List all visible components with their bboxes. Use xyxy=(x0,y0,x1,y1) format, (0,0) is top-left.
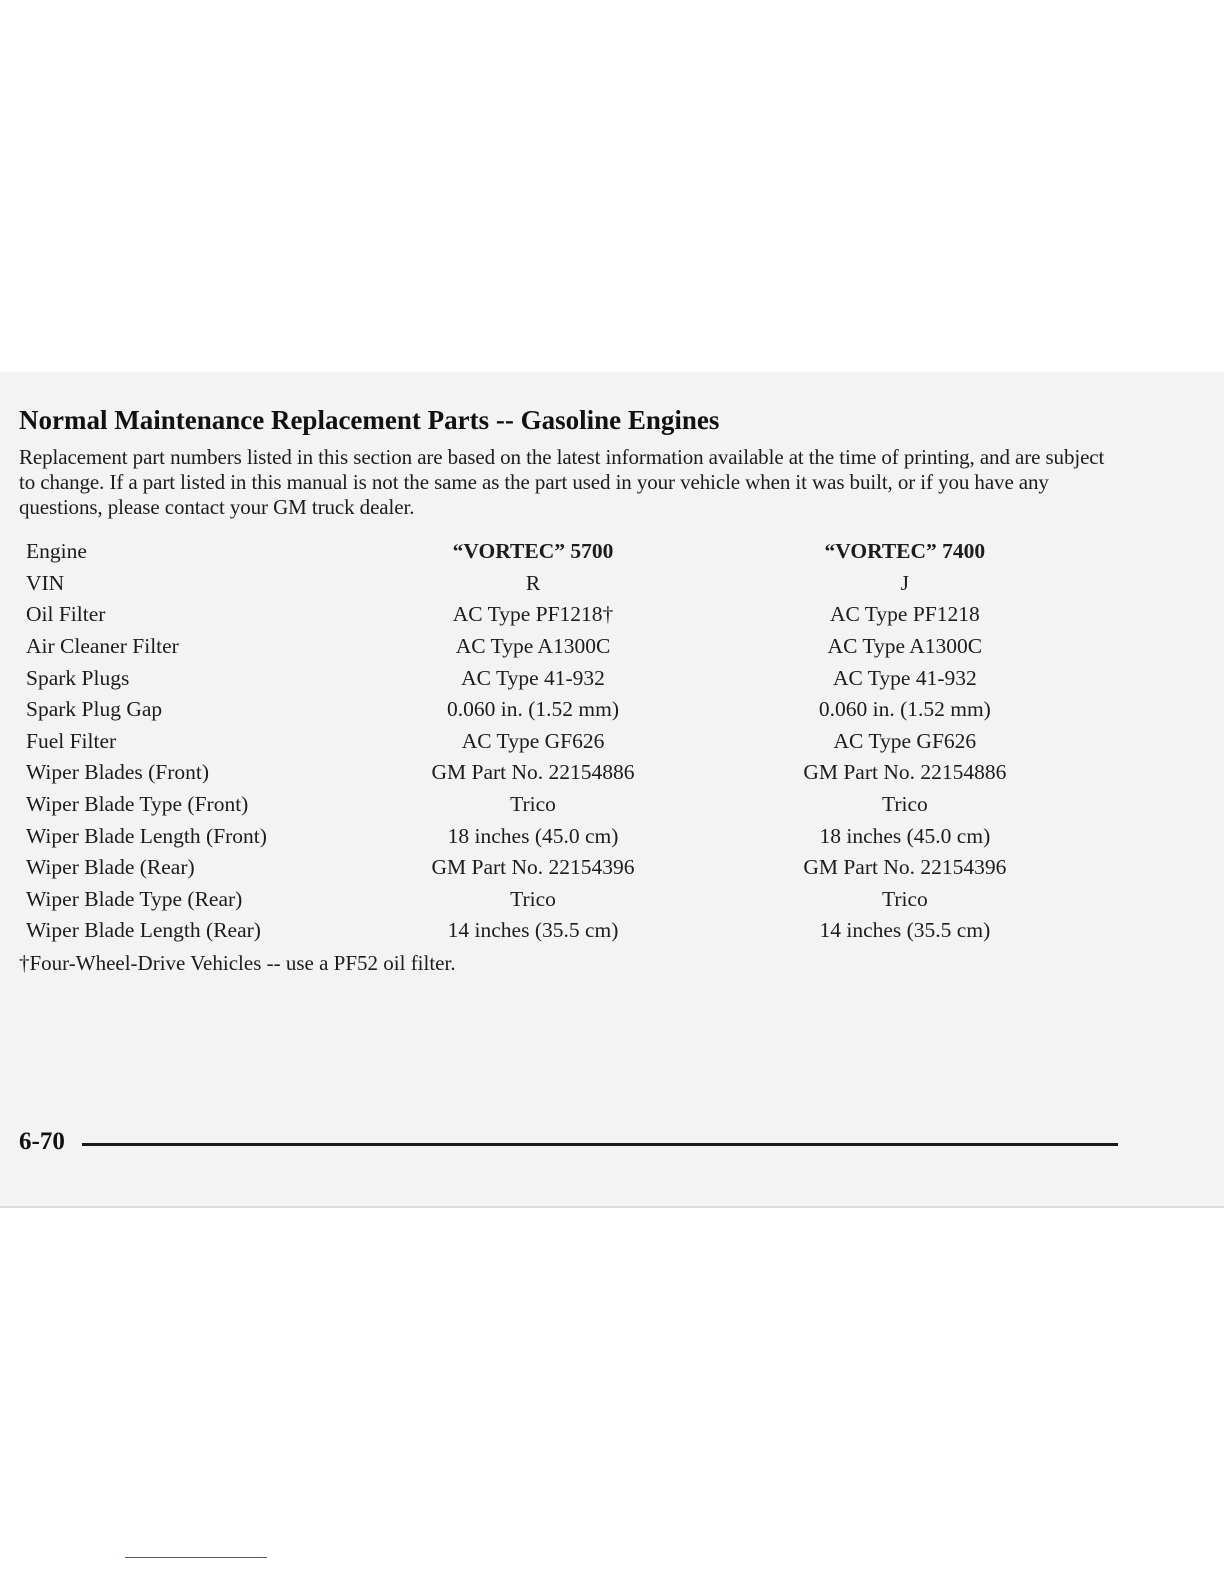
row-label: Wiper Blades (Front) xyxy=(26,760,210,785)
table-row xyxy=(26,789,1086,821)
table-row xyxy=(26,820,1086,852)
row-label: Wiper Blade Type (Front) xyxy=(26,792,249,817)
vortec-5700-value: Trico xyxy=(510,792,556,817)
vortec-7400-value: Trico xyxy=(881,886,928,911)
table-row xyxy=(26,852,1086,884)
vortec-5700-value: Trico xyxy=(510,886,556,911)
vortec-5700-value: AC Type A1300C xyxy=(455,634,611,659)
table-row xyxy=(26,662,1086,694)
row-label: Wiper Blade (Rear) xyxy=(26,855,195,880)
row-label: Spark Plug Gap xyxy=(26,697,163,722)
vortec-7400-value: GM Part No. 22154396 xyxy=(803,855,1007,880)
footer-rule xyxy=(82,1143,1118,1146)
table-row xyxy=(26,726,1086,758)
vortec-5700-value: 18 inches (45.0 cm) xyxy=(447,823,619,848)
vortec-7400-value: J xyxy=(900,570,910,595)
table-row xyxy=(26,631,1086,663)
vortec-7400-value: AC Type GF626 xyxy=(833,728,977,753)
table-row xyxy=(26,757,1086,789)
vortec-5700-value: GM Part No. 22154886 xyxy=(431,760,635,785)
vortec-7400-value: 14 inches (35.5 cm) xyxy=(819,918,991,943)
row-label: Oil Filter xyxy=(26,602,106,627)
vortec-5700-value: 0.060 in. (1.52 mm) xyxy=(447,697,620,722)
row-label: Air Cleaner Filter xyxy=(26,634,179,659)
vortec-7400-value: Trico xyxy=(881,792,928,817)
intro-paragraph: Replacement part numbers listed in this section are based on the latest information available at the time of printing, and are subject to change. If a part listed in this manual is not the same as the part used in your vehicle when it was built, or if you have any questions, please contact your GM truck dealer. xyxy=(19,445,1105,519)
vortec-7400-value: AC Type A1300C xyxy=(827,634,983,659)
vortec-7400-value: AC Type PF1218 xyxy=(829,602,980,627)
page-number: 6-70 xyxy=(19,1128,65,1155)
vortec-5700-value: AC Type PF1218† xyxy=(452,602,614,627)
vortec-7400-value: 0.060 in. (1.52 mm) xyxy=(818,697,991,722)
row-label: VIN xyxy=(26,570,65,595)
row-label: Spark Plugs xyxy=(26,665,130,690)
table-body xyxy=(26,568,1086,947)
header-vortec-7400: “VORTEC” 7400 xyxy=(824,539,986,564)
header-vortec-5700: “VORTEC” 5700 xyxy=(452,539,614,564)
vortec-5700-value: AC Type 41-932 xyxy=(461,665,605,690)
vortec-7400-value: AC Type 41-932 xyxy=(832,665,977,690)
table-row xyxy=(26,568,1086,600)
row-label: Wiper Blade Length (Rear) xyxy=(26,918,261,943)
page-title: Normal Maintenance Replacement Parts -- Gasoline Engines xyxy=(19,405,720,435)
table-row xyxy=(26,599,1086,631)
vortec-5700-value: GM Part No. 22154396 xyxy=(431,855,635,880)
row-label: Fuel Filter xyxy=(26,728,117,753)
vortec-5700-value: 14 inches (35.5 cm) xyxy=(447,918,619,943)
link-underline xyxy=(125,1557,267,1558)
table-header-row xyxy=(26,536,1086,568)
footnote: †Four-Wheel-Drive Vehicles -- use a PF52 oil filter. xyxy=(19,951,456,975)
replacement-parts-table xyxy=(26,536,1086,947)
row-label: Wiper Blade Length (Front) xyxy=(26,823,267,848)
vortec-5700-value: R xyxy=(525,570,541,595)
vortec-5700-value: AC Type GF626 xyxy=(461,728,605,753)
row-label: Wiper Blade Type (Rear) xyxy=(26,886,243,911)
table-row xyxy=(26,694,1086,726)
vortec-7400-value: GM Part No. 22154886 xyxy=(803,760,1007,785)
vortec-7400-value: 18 inches (45.0 cm) xyxy=(819,823,991,848)
table-row xyxy=(26,884,1086,916)
table-row xyxy=(26,915,1086,947)
header-engine-label: Engine xyxy=(26,539,87,564)
